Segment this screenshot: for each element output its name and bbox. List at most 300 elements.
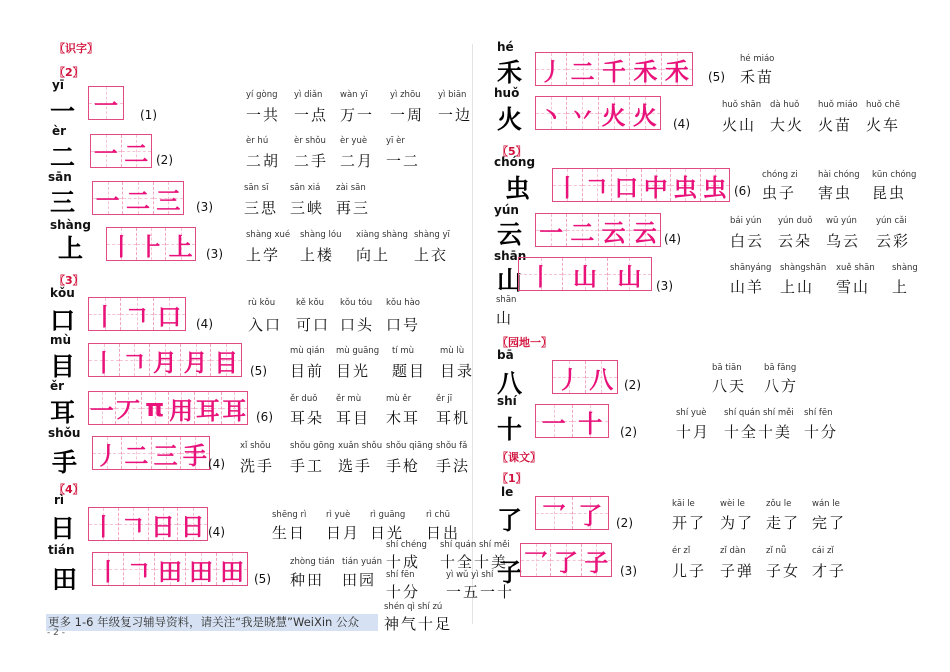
stroke-count: (6) [734,184,751,198]
word-pinyin: shí yuè [676,408,707,418]
stroke-order-grid [552,168,730,202]
stroke-cell [89,508,119,540]
stroke-cell [181,344,212,376]
stroke-cell [630,53,661,85]
word: 一点 [294,106,329,124]
stroke-cell [630,214,660,246]
stroke-cell [121,298,153,330]
word: 耳朵 [290,409,325,427]
stroke-glyph: 火 [632,101,657,129]
char-pinyin: chóng [494,155,536,169]
word-pinyin: ěr mù [336,394,362,404]
word: 手法 [436,457,471,475]
word: 八方 [764,377,799,395]
stroke-glyph: 𠃍 [122,348,147,376]
stroke-glyph: 耳 [222,396,247,424]
word-pinyin: zài sān [336,183,366,193]
stroke-cell [211,344,241,376]
stroke-cell [573,405,609,437]
stroke-glyph: 日 [180,512,205,540]
section-lesson-3: 〖3〗 [54,274,84,287]
char-pinyin: shǒu [48,426,81,440]
section-shizi: 〖识字〗 [54,42,98,55]
word-pinyin: wèi le [720,499,745,509]
section-lesson-2: 〖2〗 [54,66,84,79]
stroke-count: (5) [254,572,271,586]
section-lesson-5: 〖5〗 [497,145,527,158]
character: 二 [50,143,76,172]
word-pinyin: shēng rì [272,510,307,520]
stroke-glyph: 子 [584,548,609,576]
stroke-count: (2) [624,378,641,392]
word: 再三 [336,199,371,217]
character: 虫 [505,174,531,203]
stroke-order-grid [88,507,208,541]
word: 十月 [676,423,711,441]
word-pinyin: kǒu tóu [340,298,373,308]
stroke-cell [573,497,609,529]
stroke-order-grid [520,543,612,577]
stroke-glyph: 了 [553,548,578,576]
word-pinyin: ěr jī [436,394,453,404]
word-pinyin: hài chóng [818,170,860,180]
footer-banner: 更多 1-6 年级复习辅导资料，请关注“我是晓慧”WeiXin 公众 [46,614,378,631]
stroke-glyph: 中 [643,173,668,201]
word-pinyin: shānyáng [730,263,772,273]
stroke-glyph: 手 [182,441,207,469]
stroke-cell [553,361,586,393]
section-kewen-1: 〖1〗 [497,472,527,485]
word-pinyin: shí quán shí měi [724,408,794,418]
word-pinyin: zǒu le [766,499,792,509]
character: 子 [497,558,523,587]
character: 目 [50,352,76,381]
word-pinyin: kāi le [672,499,695,509]
word-pinyin: yí gòng [246,90,278,100]
stroke-order-grid [535,52,693,86]
stroke-glyph: 丨 [92,302,117,330]
stroke-cell [150,344,181,376]
word: 田园 [342,571,377,589]
stroke-cell [217,553,247,585]
stroke-cell [551,544,581,576]
word-pinyin: shǒu qiāng [386,441,433,451]
word: 十全十美 [724,423,793,441]
word-pinyin: xǐ shǒu [240,441,271,451]
stroke-order-grid [88,86,124,120]
stroke-glyph: 云 [632,218,657,246]
word-pinyin: shí fēn [386,570,415,580]
stroke-glyph: 田 [220,557,244,585]
stroke-glyph: 二 [570,57,595,85]
stroke-cell [89,392,116,424]
stroke-order-grid [90,134,152,168]
word: 一周 [390,106,425,124]
word-pinyin: yún cǎi [876,216,907,226]
stroke-glyph: 丨 [555,173,580,201]
stroke-cell [107,228,137,260]
word-pinyin: yì diǎn [294,90,323,100]
stroke-glyph: 丿 [556,365,581,393]
word-pinyin: tí mù [392,346,415,356]
stroke-glyph: 口 [614,173,639,201]
section-kewen: 〖课文〗 [497,451,541,464]
character: 禾 [497,58,523,87]
stroke-glyph: 十 [578,409,603,437]
word: 子女 [766,562,801,580]
word-pinyin: huǒ chē [866,100,900,110]
word-pinyin: shí fēn [804,408,833,418]
word: 乌云 [826,232,861,250]
word-pinyin: huǒ shān [722,100,762,110]
word-pinyin: xuǎn shǒu [338,441,383,451]
stroke-glyph: 虫 [673,173,698,201]
word: 大火 [770,116,805,134]
word: 完了 [812,514,847,532]
word-pinyin: shàng [892,263,918,273]
word: 一共 [246,106,281,124]
stroke-glyph: 丿 [539,57,564,85]
character: 耳 [50,398,76,427]
word-pinyin: mù guāng [336,346,380,356]
stroke-cell [536,97,567,129]
stroke-order-grid [535,213,661,247]
stroke-order-grid [92,436,210,470]
word-pinyin: sān xiá [290,183,321,193]
word: 入口 [248,316,283,334]
stroke-order-grid [535,496,609,530]
word: 为了 [720,514,755,532]
character: 火 [497,105,523,134]
stroke-cell [599,214,630,246]
stroke-glyph: 二 [570,218,595,246]
stroke-glyph: 田 [158,557,182,585]
word-pinyin: èr hú [246,136,269,146]
stroke-count: (5) [708,70,725,84]
stroke-cell [142,392,169,424]
word-pinyin: zǐ nǚ [766,546,787,556]
word: 日光 [370,524,405,542]
word: 上 [892,278,910,296]
word-pinyin: shǒu gōng [290,441,335,451]
stroke-glyph: 月 [183,348,208,376]
word: 耳机 [436,409,471,427]
char-pinyin: shān [494,249,527,263]
word-pinyin: ěr duǒ [290,394,318,404]
stroke-glyph: 用 [169,396,194,424]
stroke-cell [154,182,183,214]
word: 三思 [244,199,279,217]
stroke-cell [89,344,120,376]
stroke-count: (4) [208,457,225,471]
char-pinyin: yī [52,78,64,92]
word-pinyin: zǐ dàn [720,546,746,556]
char-pinyin: huǒ [494,86,520,100]
word: 二胡 [246,152,281,170]
stroke-cell [137,228,167,260]
section-yuandi: 〖园地一〗 [497,336,552,349]
character: 云 [497,220,523,249]
stroke-cell [642,169,672,201]
word-pinyin: shàng yī [414,230,450,240]
word-pinyin: mù lù [440,346,465,356]
word: 雪山 [836,278,871,296]
stroke-count: (2) [156,153,173,167]
word: 耳目 [336,409,371,427]
word: 二手 [294,152,329,170]
word: 云彩 [876,232,911,250]
stroke-cell [122,437,151,469]
stroke-cell [169,392,196,424]
word-pinyin: wán le [812,499,840,509]
stroke-glyph: ⺊ [139,232,163,260]
character: 口 [50,306,76,335]
word-pinyin: shàng xué [246,230,291,240]
stroke-cell [116,392,143,424]
word: 手工 [290,457,325,475]
word: 开了 [672,514,707,532]
stroke-order-grid [88,343,242,377]
word-pinyin: rù kǒu [248,298,276,308]
word: 可口 [296,316,331,334]
stroke-glyph: π [145,394,165,422]
stroke-cell [612,169,642,201]
stroke-cell [155,553,186,585]
char-pinyin: yún [494,203,519,217]
stroke-glyph: 八 [589,365,614,393]
word: 木耳 [386,409,421,427]
char-pinyin: kǒu [50,286,75,300]
page-number: - 2 - [47,628,65,638]
stroke-cell [124,553,155,585]
char-pinyin: bā [497,348,514,362]
word-pinyin: zhòng tián [290,557,335,567]
char-pinyin: èr [52,124,67,138]
stroke-cell [582,544,611,576]
word: 神气十足 [384,615,453,633]
stroke-glyph: 山 [617,262,642,290]
stroke-glyph: 虫 [702,173,727,201]
stroke-cell [186,553,217,585]
word-pinyin: shàngshān [780,263,827,273]
word: 三峡 [290,199,325,217]
section-lesson-4: 〖4〗 [54,483,84,496]
stroke-count: (3) [656,279,673,293]
stroke-glyph: 目 [214,348,239,376]
stroke-order-grid [106,227,196,261]
stroke-cell [222,392,248,424]
stroke-count: (4) [664,232,681,246]
stroke-count: (6) [256,410,273,424]
word: 上山 [780,278,815,296]
word-pinyin: chóng zi [762,170,798,180]
stroke-glyph: 二 [124,139,149,167]
word: 日出 [426,524,461,542]
word: 火山 [722,116,757,134]
word-pinyin: èr yuè [340,136,368,146]
char-pinyin: le [501,485,514,499]
stroke-cell [122,135,152,167]
stroke-cell [195,392,222,424]
stroke-count: (2) [616,516,633,530]
stroke-glyph: 三 [153,441,178,469]
stroke-glyph: 山 [572,262,597,290]
word: 火苗 [818,116,853,134]
word: 上楼 [300,246,335,264]
stroke-glyph: 月 [152,348,177,376]
word: 口号 [386,316,421,334]
stroke-order-grid [535,404,609,438]
char-pinyin: shàng [50,218,91,232]
stroke-cell [567,53,598,85]
stroke-cell [519,258,563,290]
stroke-glyph: 丨 [528,262,553,290]
stroke-cell [152,437,181,469]
stroke-order-grid [518,257,652,291]
stroke-glyph: 千 [602,57,627,85]
character: 十 [497,415,523,444]
word-pinyin: shí quán shí měi [440,540,510,550]
stroke-cell [181,437,209,469]
character: 山 [497,266,523,295]
character: 八 [497,369,523,398]
word: 十全十美 [440,553,509,571]
stroke-glyph: 火 [601,101,626,129]
word: 上学 [246,246,281,264]
stroke-cell [89,87,123,119]
stroke-count: (2) [620,425,637,439]
word-pinyin: rì guāng [370,510,406,520]
stroke-cell [93,437,122,469]
stroke-count: (1) [140,108,157,122]
stroke-glyph: 禾 [664,57,689,85]
stroke-glyph: 禾 [633,57,658,85]
stroke-cell [536,214,567,246]
word: 山 [496,309,514,327]
stroke-glyph: 丨 [96,557,120,585]
char-pinyin: mù [50,333,72,347]
word: 禾苗 [740,68,775,86]
word: 一二 [386,152,421,170]
character: 田 [52,565,78,594]
word-pinyin: shén qì shí zú [384,602,443,612]
word-pinyin: mù qián [290,346,325,356]
stroke-cell [521,544,551,576]
stroke-glyph: 一 [95,186,120,214]
char-pinyin: ěr [50,379,65,393]
stroke-glyph: 𠃍 [584,173,609,201]
stroke-glyph: 一 [539,218,564,246]
stroke-glyph: 耳 [195,396,220,424]
word: 种田 [290,571,325,589]
stroke-glyph: 丨 [91,348,116,376]
stroke-glyph: 了 [578,501,603,529]
stroke-glyph: 二 [124,441,149,469]
stroke-glyph: 一 [93,139,118,167]
word: 上衣 [414,246,449,264]
word-pinyin: yī èr [386,136,405,146]
stroke-order-grid [92,181,184,215]
word: 儿子 [672,562,707,580]
stroke-glyph: 上 [168,232,193,260]
stroke-cell [630,97,660,129]
word-pinyin: kūn chóng [872,170,917,180]
word: 子弹 [720,562,755,580]
stroke-cell [166,228,195,260]
word-pinyin: ér zǐ [672,546,691,556]
word: 才子 [812,562,847,580]
word-pinyin: kě kǒu [296,298,325,308]
word: 向上 [356,246,391,264]
stroke-cell [563,258,607,290]
word-pinyin: yún duǒ [778,216,813,226]
word-pinyin: yì zhōu [390,90,421,100]
stroke-order-grid [535,96,661,130]
stroke-order-grid [92,552,248,586]
stroke-cell [608,258,651,290]
stroke-count: (3) [620,564,637,578]
stroke-glyph: 一 [541,409,566,437]
word-pinyin: rì yuè [326,510,351,520]
stroke-glyph: 丿 [95,441,120,469]
character: 一 [50,97,76,126]
char-pinyin: rì [54,493,65,507]
character: 日 [50,514,76,543]
word-pinyin: shàng lóu [300,230,342,240]
word: 生日 [272,524,307,542]
stroke-cell [586,361,618,393]
word-pinyin: shí chéng [386,540,427,550]
word-pinyin: xiàng shàng [356,230,408,240]
word-pinyin: shān [496,295,517,305]
word: 洗手 [240,457,275,475]
stroke-cell [536,497,573,529]
stroke-glyph: 丷 [570,101,595,129]
stroke-cell [123,182,153,214]
stroke-glyph: 口 [157,302,182,330]
stroke-glyph: 丨 [91,512,116,540]
stroke-cell [567,214,598,246]
word: 一五一十 [446,583,515,601]
stroke-glyph: 二 [125,186,150,214]
stroke-glyph: 田 [189,557,213,585]
word: 害虫 [818,184,853,202]
word-pinyin: mù ěr [386,394,412,404]
stroke-cell [89,298,121,330]
stroke-order-grid [552,360,618,394]
word: 一边 [438,106,473,124]
stroke-glyph: 丨 [109,232,134,260]
stroke-count: (4) [196,317,213,331]
stroke-cell [536,53,567,85]
word-pinyin: yì wǔ yì shí [446,570,494,580]
word: 虫子 [762,184,797,202]
word-pinyin: yì biān [438,90,467,100]
stroke-glyph: 一 [89,396,114,424]
stroke-glyph: 𠃍 [124,302,149,330]
stroke-cell [553,169,583,201]
stroke-cell [671,169,701,201]
word: 目录 [440,362,475,380]
char-pinyin: tián [48,543,75,557]
stroke-glyph: 三 [156,186,181,214]
word: 口头 [340,316,375,334]
stroke-cell [120,344,151,376]
word: 八天 [712,377,747,395]
stroke-cell [93,182,123,214]
character: 上 [58,234,84,263]
stroke-cell [154,298,185,330]
